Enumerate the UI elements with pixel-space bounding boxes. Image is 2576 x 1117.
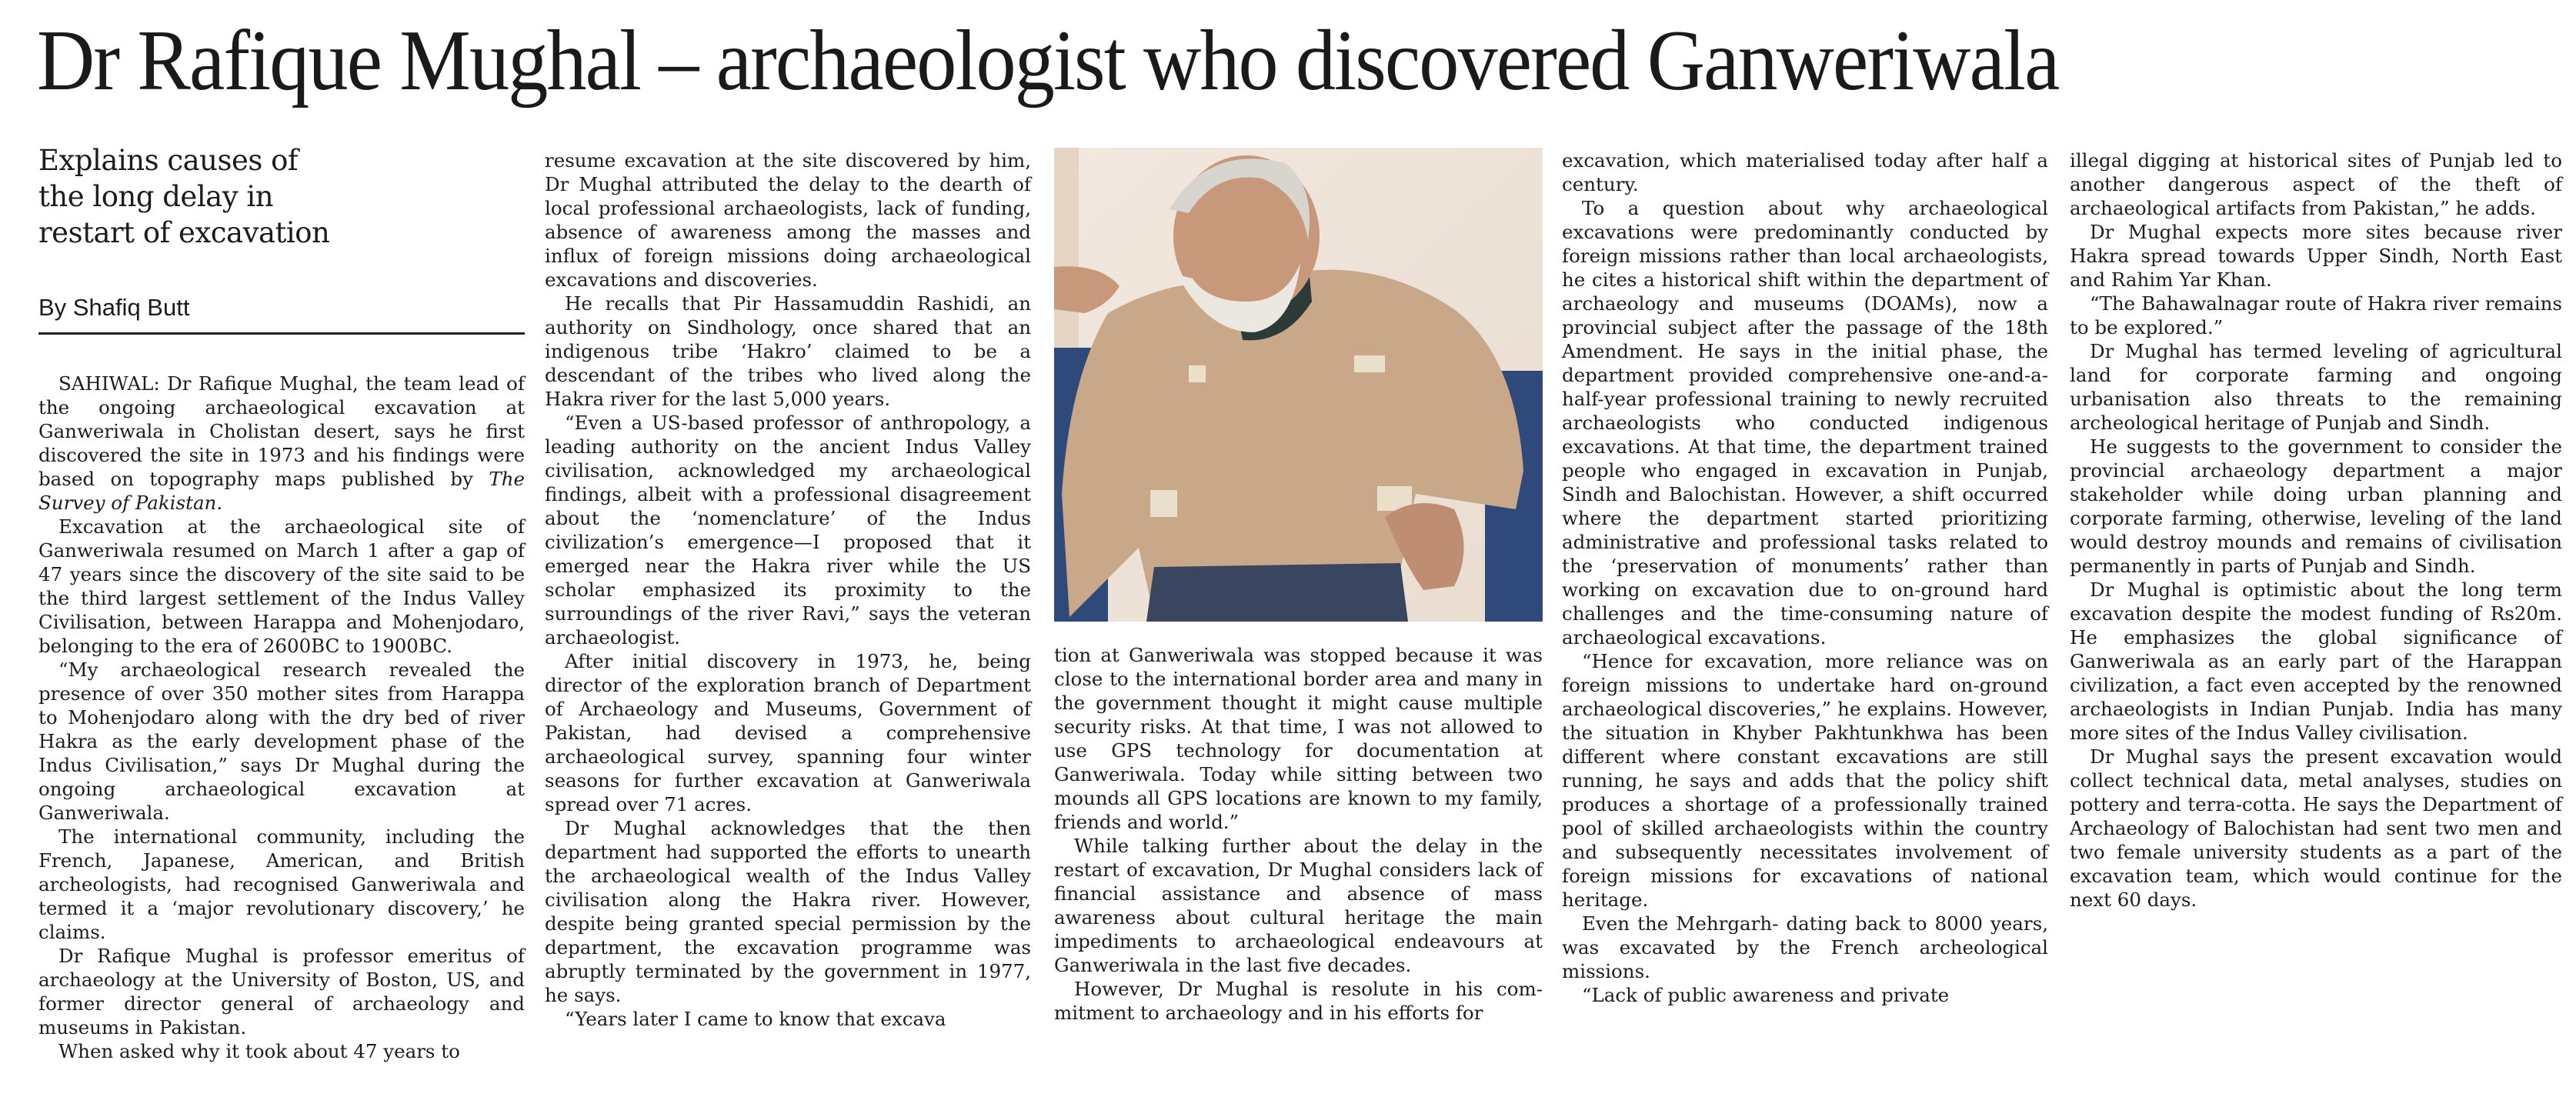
paragraph: The international community, including the French, Japanese, American, and British archeologists, had recognised Ganweriwala and termed it a ‘major revolutionary discovery,’ he claims.	[38, 825, 525, 943]
paragraph: “Lack of public awareness and private	[1582, 984, 1950, 1006]
paragraph: However, Dr Mughal is resolute in his commitment to archaeology and in his efforts for	[1054, 978, 1543, 1024]
deck-line: restart of excavation	[38, 216, 330, 249]
portrait-illustration	[1054, 148, 1543, 622]
paragraph: “Hence for excavation, more reliance was on foreign missions to undertake hard on-ground archaeological discoveries,” he explains. However, the situation in Khyber Pakhtunkhwa has been different where constant excavations are still running, he says and adds that the policy shift produces a shortage of a professionally trained pool of skilled archaeologists within the country and subsequently necessitates involvement of foreign missions for excavations of national heritage.	[1562, 650, 2048, 911]
paragraph: Dr Mughal says the present excavation would collect technical data, metal analyses, studies on pottery and terra-cotta. He says the Department of Archaeology of Balochistan had sent two men and two female university students as a part of the excavation team, which would continue for the next 60 days.	[2070, 745, 2562, 911]
paragraph-continued: illegal digging at historical sites of Punjab led to another dangerous aspect of the theft of archaeological artifacts from Pakistan,” he adds.	[2070, 149, 2562, 219]
paragraph: “My archaeological research revealed the presence of over 350 mother sites from Harappa to Mohenjodaro along with the dry bed of river Hakra as the early development phase of the Indus Civilisation,” says Dr Mughal during the ongoing archaeological excavation at Ganweriwala.	[38, 659, 525, 824]
paragraph: Dr Mughal expects more sites because river Hakra spread towards Upper Sindh, North East and Rahim Yar Khan.	[2070, 221, 2562, 291]
paragraph: He suggests to the government to consider the provincial archaeology department a major stakeholder while doing urban planning and corporate farming, otherwise, leveling of the land would destroy mounds and remains of civilisation permanently in parts of Punjab and Sindh.	[2070, 435, 2562, 577]
paragraph: “The Bahawalnagar route of Hakra river remains to be explored.”	[2070, 292, 2562, 338]
paragraph: After initial discovery in 1973, he, being director of the exploration branch of Department of Archaeology and Museums, Government of Pakistan, had devised a comprehensive archaeological survey, spanning four winter seasons for further excavation at Ganweriwala spread over 71 acres.	[545, 650, 1031, 815]
column-5	[2070, 148, 2562, 912]
deck-line: the long delay in	[38, 180, 274, 213]
paragraph-continued: resume excavation at the site discovered by him, Dr Mughal attributed the delay to the dearth of local professional archaeologists, lack of funding, absence of awareness among the masses and influx of foreign missions doing archaeological excavations and discoveries.	[545, 149, 1031, 291]
column-1	[38, 142, 525, 1063]
paragraph: Dr Mughal has termed leveling of agricultural land for corporate farming and ongoing urbanisation also threats to the remaining archeological heritage of Punjab and Sindh.	[2070, 340, 2562, 434]
paragraph: “Even a US-based professor of anthropology, a leading authority on the ancient Indus Valley civilisation, acknowledged my archaeological findings, albeit with a professional disagreement about the ‘nomenclature’ of the Indus civilization’s emergence—I proposed that it emerged near the Hakra river while the US scholar emphasized its proximity to the surroundings of the river Ravi,” says the veteran archaeologist.	[545, 412, 1031, 649]
portrait-photo	[1054, 148, 1543, 622]
paragraph: Dr Rafique Mughal is professor emeritus of archaeology at the University of Boston, US, and former director general of archaeology and museums in Pakistan.	[38, 945, 525, 1039]
deck-line: Explains causes of	[38, 144, 299, 177]
paragraph: Dr Mughal is optimistic about the long term excavation despite the modest funding of Rs20m. He emphasizes the global significance of Ganweriwala as an early part of the Harappan civilization, a fact even accepted by the renowned archaeologists in Indian Punjab. India has many more sites of the Indus Valley civilisation.	[2070, 579, 2562, 744]
paragraph: Dr Mughal acknowledges that the then department had supported the efforts to unearth the archaeological wealth of the Indus Valley civilisation along the Hakra river. However, despite being granted special permission by the department, the excavation programme was abruptly terminated by the government in 1977, he says.	[545, 817, 1031, 1006]
paragraph: When asked why it took about 47 years to	[58, 1040, 460, 1062]
column-3	[1054, 643, 1543, 1025]
headline: Dr Rafique Mughal – archaeologist who discovered Ganweriwala	[37, 13, 2059, 108]
byline: By Shafiq Butt	[38, 294, 190, 321]
paragraph: While talking further about the delay in the restart of excavation, Dr Mughal considers lack of financial assistance and absence of mass awareness about cultural heritage the main impediments to archaeological endeavours at Ganweriwala in the last five decades.	[1054, 835, 1543, 976]
column-2	[545, 148, 1031, 1031]
paragraph-continued: tion at Ganweriwala was stopped because it was close to the international border area and many in the government thought it might cause multiple security risks. At that time, I was not allowed to use GPS technology for documentation at Ganweriwala. Today while sitting between two mounds all GPS locations are known to my family, friends and world.”	[1054, 644, 1543, 833]
paragraph: He recalls that Pir Hassamuddin Rashidi, an authority on Sindhology, once shared that an indigenous tribe ‘Hakro’ claimed to be a descendant of the tribes who lived along the Hakra river for the last 5,000 years.	[545, 292, 1031, 410]
paragraph: Excavation at the archaeological site of Ganweriwala resumed on March 1 after a gap of 47 years since the discovery of the site said to be the third largest settlement of the Indus Valley Civilisation, between Harappa and Mohenjodaro, belonging to the era of 2600BC to 1900BC.	[38, 515, 525, 657]
paragraph: SAHIWAL: Dr Rafique Mughal, the team lead of the ongoing archaeological excavation at Ganweriwala in Cholistan desert, says he first discovered the site in 1973 and his findings were based on topography maps published by The Survey of Pakistan.	[38, 372, 525, 514]
paragraph: “Years later I came to know that excava	[565, 1008, 946, 1030]
paragraph: To a question about why archaeological excavations were predominantly conducted by foreign missions rather than local archaeologists, he cites a historical shift within the department of archaeology and museums (DOAMs), now a provincial subject after the passage of the 18th Amendment. He says in the initial phase, the department provided comprehensive one-and-a-half-year professional training to newly recruited archaeologists who conducted indigenous excavations. At that time, the department trained people who engaged in excavation in Punjab, Sindh and Balochistan. However, a shift occurred where the department started prioritizing administrative and professional tasks related to the ‘preservation of monuments’ rather than working on excavation due to on-ground hard challenges and the time-consuming nature of archaeological excavations.	[1562, 197, 2048, 649]
paragraph-continued: excavation, which materialised today after half a century.	[1562, 149, 2048, 195]
column-4	[1562, 148, 2048, 1007]
deck-subheadline	[38, 142, 525, 251]
paragraph: Even the Mehrgarh- dating back to 8000 years, was excavated by the French archeological missions.	[1562, 912, 2048, 982]
publication-title: The Survey of Pakistan	[38, 468, 525, 514]
byline-rule	[38, 332, 525, 335]
